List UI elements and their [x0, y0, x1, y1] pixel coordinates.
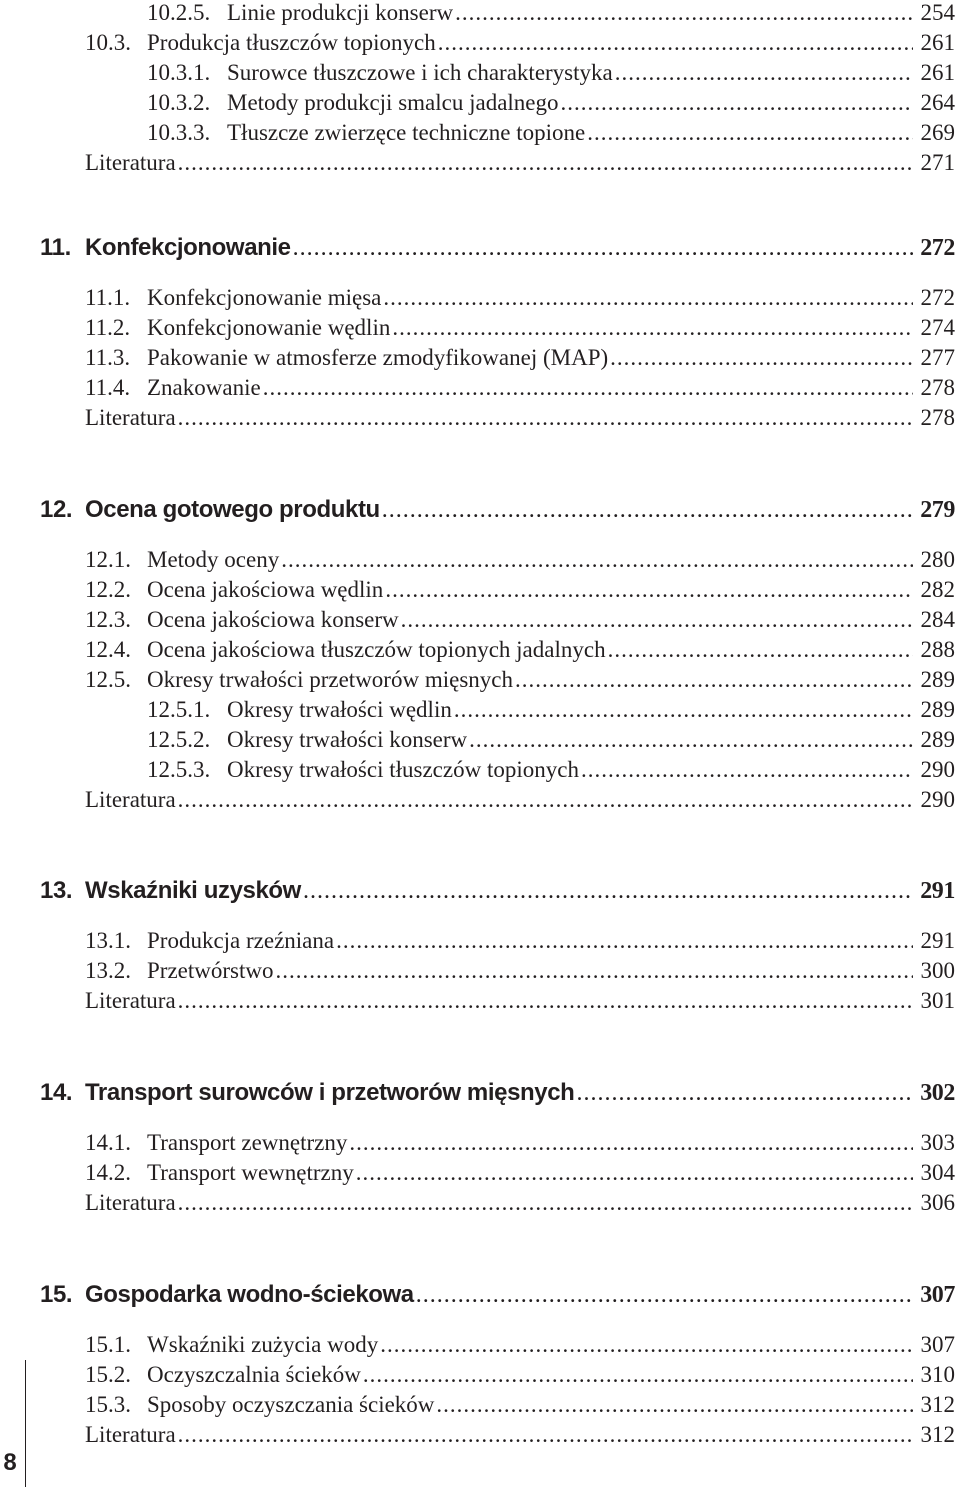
- toc-page-number: 269: [920, 120, 955, 145]
- toc-entry-row[interactable]: [85, 343, 955, 373]
- toc-entry-title: Metody produkcji smalcu jadalnego: [227, 90, 559, 115]
- toc-entry-row[interactable]: [85, 373, 955, 403]
- toc-entry-row[interactable]: [85, 926, 955, 956]
- dot-leader: [455, 0, 913, 28]
- toc-entry-title: Literatura: [85, 405, 176, 430]
- dot-leader: [178, 403, 913, 433]
- toc-entry-number: 11.3.: [85, 345, 131, 370]
- toc-entry-title: Konfekcjonowanie: [85, 234, 291, 261]
- toc-entry-title: Literatura: [85, 150, 176, 175]
- toc-page-number: 312: [920, 1422, 955, 1447]
- toc-page-number: 264: [920, 90, 955, 115]
- toc-page-number: 288: [920, 637, 955, 662]
- toc-entry-title: Ocena jakościowa wędlin: [147, 577, 384, 602]
- toc-entry-row[interactable]: [85, 1128, 955, 1158]
- toc-entry-number: 11.1.: [85, 285, 131, 310]
- toc-entry-number: 12.5.1.: [147, 697, 211, 722]
- toc-entry-row[interactable]: [85, 313, 955, 343]
- toc-entry-number: 14.1.: [85, 1130, 131, 1155]
- toc-entry-title: Okresy trwałości wędlin: [227, 697, 452, 722]
- toc-entry-row[interactable]: [85, 1158, 955, 1188]
- toc-page-number: 289: [920, 727, 955, 752]
- toc-entry-row[interactable]: [85, 545, 955, 575]
- dot-leader: [392, 313, 913, 343]
- toc-page-number: 254: [920, 0, 955, 25]
- toc-entry-row[interactable]: [147, 58, 955, 88]
- toc-entry-title: Przetwórstwo: [147, 958, 274, 983]
- dot-leader: [581, 755, 913, 785]
- toc-chapter-row[interactable]: [40, 1280, 955, 1310]
- toc-entry-number: 14.: [40, 1079, 73, 1106]
- toc-page-number: 277: [920, 345, 955, 370]
- toc-entry-title: Okresy trwałości konserw: [227, 727, 468, 752]
- toc-entry-title: Literatura: [85, 988, 176, 1013]
- toc-entry-row[interactable]: [147, 0, 955, 28]
- toc-entry-row[interactable]: [85, 1390, 955, 1420]
- dot-leader: [383, 283, 913, 313]
- toc-entry-number: 12.5.: [85, 667, 131, 692]
- toc-page-number: 302: [920, 1080, 955, 1106]
- toc-entry-number: 11.2.: [85, 315, 131, 340]
- toc-entry-title: Literatura: [85, 1190, 176, 1215]
- dot-leader: [178, 986, 913, 1016]
- dot-leader: [576, 1078, 913, 1108]
- toc-entry-number: 15.1.: [85, 1332, 131, 1357]
- toc-entry-title: Ocena jakościowa tłuszczów topionych jadalnych: [147, 637, 606, 662]
- toc-page-number: 271: [920, 150, 955, 175]
- toc-chapter-row[interactable]: [40, 876, 955, 906]
- dot-leader: [438, 28, 913, 58]
- toc-page-number: 274: [920, 315, 955, 340]
- toc-entry-row[interactable]: [85, 1330, 955, 1360]
- dot-leader: [436, 1390, 913, 1420]
- dot-leader: [587, 118, 913, 148]
- toc-page-number: 280: [920, 547, 955, 572]
- dot-leader: [363, 1360, 913, 1390]
- toc-entry-number: 12.1.: [85, 547, 131, 572]
- toc-entry-number: 10.3.2.: [147, 90, 211, 115]
- toc-entry-number: 11.4.: [85, 375, 131, 400]
- toc-page-number: 282: [920, 577, 955, 602]
- toc-entry-row[interactable]: [85, 665, 955, 695]
- toc-entry-row[interactable]: [85, 575, 955, 605]
- toc-entry-number: 10.3.: [85, 30, 131, 55]
- toc-entry-number: 13.: [40, 877, 73, 904]
- dot-leader: [454, 695, 913, 725]
- toc-entry-title: Wskaźniki zużycia wody: [147, 1332, 379, 1357]
- page-number: 8: [3, 1449, 17, 1476]
- toc-page-number: 261: [920, 60, 955, 85]
- toc-page-number: 303: [920, 1130, 955, 1155]
- toc-entry-number: 15.3.: [85, 1392, 131, 1417]
- toc-page-number: 272: [920, 285, 955, 310]
- toc-entry-row[interactable]: [147, 88, 955, 118]
- toc-page-number: 310: [920, 1362, 955, 1387]
- toc-entry-row[interactable]: [147, 118, 955, 148]
- toc-entry-row[interactable]: [85, 785, 955, 815]
- dot-leader: [610, 343, 913, 373]
- toc-entry-row[interactable]: [147, 725, 955, 755]
- toc-entry-number: 15.: [40, 1281, 73, 1308]
- toc-entry-number: 14.2.: [85, 1160, 131, 1185]
- toc-entry-title: Oczyszczalnia ścieków: [147, 1362, 361, 1387]
- toc-entry-title: Transport wewnętrzny: [147, 1160, 354, 1185]
- dot-leader: [385, 575, 913, 605]
- toc-entry-title: Literatura: [85, 1422, 176, 1447]
- toc-entry-number: 13.2.: [85, 958, 131, 983]
- toc-entry-row[interactable]: [147, 755, 955, 785]
- toc-chapter-row[interactable]: [40, 233, 955, 263]
- dot-leader: [615, 58, 913, 88]
- dot-leader: [178, 1188, 913, 1218]
- toc-entry-title: Ocena gotowego produktu: [85, 496, 380, 523]
- dot-leader: [178, 148, 913, 178]
- dot-leader: [416, 1280, 913, 1310]
- toc-entry-row[interactable]: [85, 1188, 955, 1218]
- toc-page-number: 304: [920, 1160, 955, 1185]
- toc-entry-title: Produkcja tłuszczów topionych: [147, 30, 436, 55]
- toc-page-number: 307: [920, 1282, 955, 1308]
- toc-entry-row[interactable]: [85, 1420, 955, 1450]
- dot-leader: [401, 605, 913, 635]
- toc-entry-title: Linie produkcji konserw: [227, 0, 454, 25]
- toc-page-number: 279: [920, 497, 955, 523]
- toc-entry-row[interactable]: [85, 956, 955, 986]
- toc-entry-title: Sposoby oczyszczania ścieków: [147, 1392, 435, 1417]
- toc-entry-title: Okresy trwałości przetworów mięsnych: [147, 667, 513, 692]
- toc-entry-title: Konfekcjonowanie mięsa: [147, 285, 382, 310]
- toc-entry-number: 11.: [40, 234, 71, 261]
- toc-chapter-row[interactable]: [40, 1078, 955, 1108]
- toc-entry-row[interactable]: [85, 148, 955, 178]
- toc-page-number: 290: [920, 757, 955, 782]
- dot-leader: [263, 373, 913, 403]
- toc-page-number: 261: [920, 30, 955, 55]
- dot-leader: [515, 665, 913, 695]
- toc-entry-row[interactable]: [147, 695, 955, 725]
- toc-page-number: 278: [920, 375, 955, 400]
- dot-leader: [469, 725, 913, 755]
- toc-entry-title: Znakowanie: [147, 375, 261, 400]
- margin-rule: [25, 1360, 26, 1487]
- toc-entry-number: 13.1.: [85, 928, 131, 953]
- dot-leader: [336, 926, 913, 956]
- dot-leader: [349, 1128, 913, 1158]
- dot-leader: [178, 1420, 913, 1450]
- toc-entry-title: Literatura: [85, 787, 176, 812]
- toc-page-number: 307: [920, 1332, 955, 1357]
- toc-page-number: 284: [920, 607, 955, 632]
- toc-entry-row[interactable]: [85, 605, 955, 635]
- toc-entry-title: Pakowanie w atmosferze zmodyfikowanej (MAP): [147, 345, 609, 370]
- toc-page-number: 306: [920, 1190, 955, 1215]
- dot-leader: [293, 233, 913, 263]
- toc-page-number: 278: [920, 405, 955, 430]
- toc-entry-number: 12.5.2.: [147, 727, 211, 752]
- dot-leader: [561, 88, 913, 118]
- toc-entry-title: Tłuszcze zwierzęce techniczne topione: [227, 120, 586, 145]
- toc-entry-title: Transport surowców i przetworów mięsnych: [85, 1079, 575, 1106]
- toc-entry-row[interactable]: [85, 1360, 955, 1390]
- toc-entry-row[interactable]: [85, 283, 955, 313]
- dot-leader: [303, 876, 913, 906]
- dot-leader: [178, 785, 913, 815]
- dot-leader: [382, 495, 913, 525]
- toc-entry-row[interactable]: [85, 28, 955, 58]
- dot-leader: [380, 1330, 913, 1360]
- toc-entry-number: 10.3.3.: [147, 120, 211, 145]
- toc-entry-title: Gospodarka wodno-ściekowa: [85, 1281, 414, 1308]
- toc-entry-title: Transport zewnętrzny: [147, 1130, 348, 1155]
- toc-page-number: 301: [920, 988, 955, 1013]
- toc-entry-title: Konfekcjonowanie wędlin: [147, 315, 391, 340]
- toc-page-number: 290: [920, 787, 955, 812]
- toc-page-number: 291: [920, 928, 955, 953]
- dot-leader: [281, 545, 913, 575]
- toc-entry-title: Surowce tłuszczowe i ich charakterystyka: [227, 60, 613, 85]
- toc-entry-number: 10.3.1.: [147, 60, 211, 85]
- toc-entry-row[interactable]: [85, 986, 955, 1016]
- toc-entry-number: 12.: [40, 496, 73, 523]
- dot-leader: [275, 956, 913, 986]
- toc-page-number: 300: [920, 958, 955, 983]
- toc-entry-title: Wskaźniki uzysków: [85, 877, 301, 904]
- toc-page-number: 312: [920, 1392, 955, 1417]
- toc-entry-number: 15.2.: [85, 1362, 131, 1387]
- toc-entry-number: 12.3.: [85, 607, 131, 632]
- toc-entry-number: 12.2.: [85, 577, 131, 602]
- toc-page-number: 289: [920, 667, 955, 692]
- toc-entry-title: Metody oceny: [147, 547, 280, 572]
- toc-page-number: 289: [920, 697, 955, 722]
- toc-page-number: 291: [920, 878, 955, 904]
- toc-entry-number: 12.5.3.: [147, 757, 211, 782]
- dot-leader: [356, 1158, 913, 1188]
- toc-entry-row[interactable]: [85, 403, 955, 433]
- toc-entry-row[interactable]: [85, 635, 955, 665]
- toc-entry-number: 10.2.5.: [147, 0, 211, 25]
- toc-entry-number: 12.4.: [85, 637, 131, 662]
- dot-leader: [608, 635, 913, 665]
- toc-entry-title: Ocena jakościowa konserw: [147, 607, 399, 632]
- toc-page-number: 272: [920, 235, 955, 261]
- toc-chapter-row[interactable]: [40, 495, 955, 525]
- toc-entry-title: Produkcja rzeźniana: [147, 928, 335, 953]
- toc-entry-title: Okresy trwałości tłuszczów topionych: [227, 757, 579, 782]
